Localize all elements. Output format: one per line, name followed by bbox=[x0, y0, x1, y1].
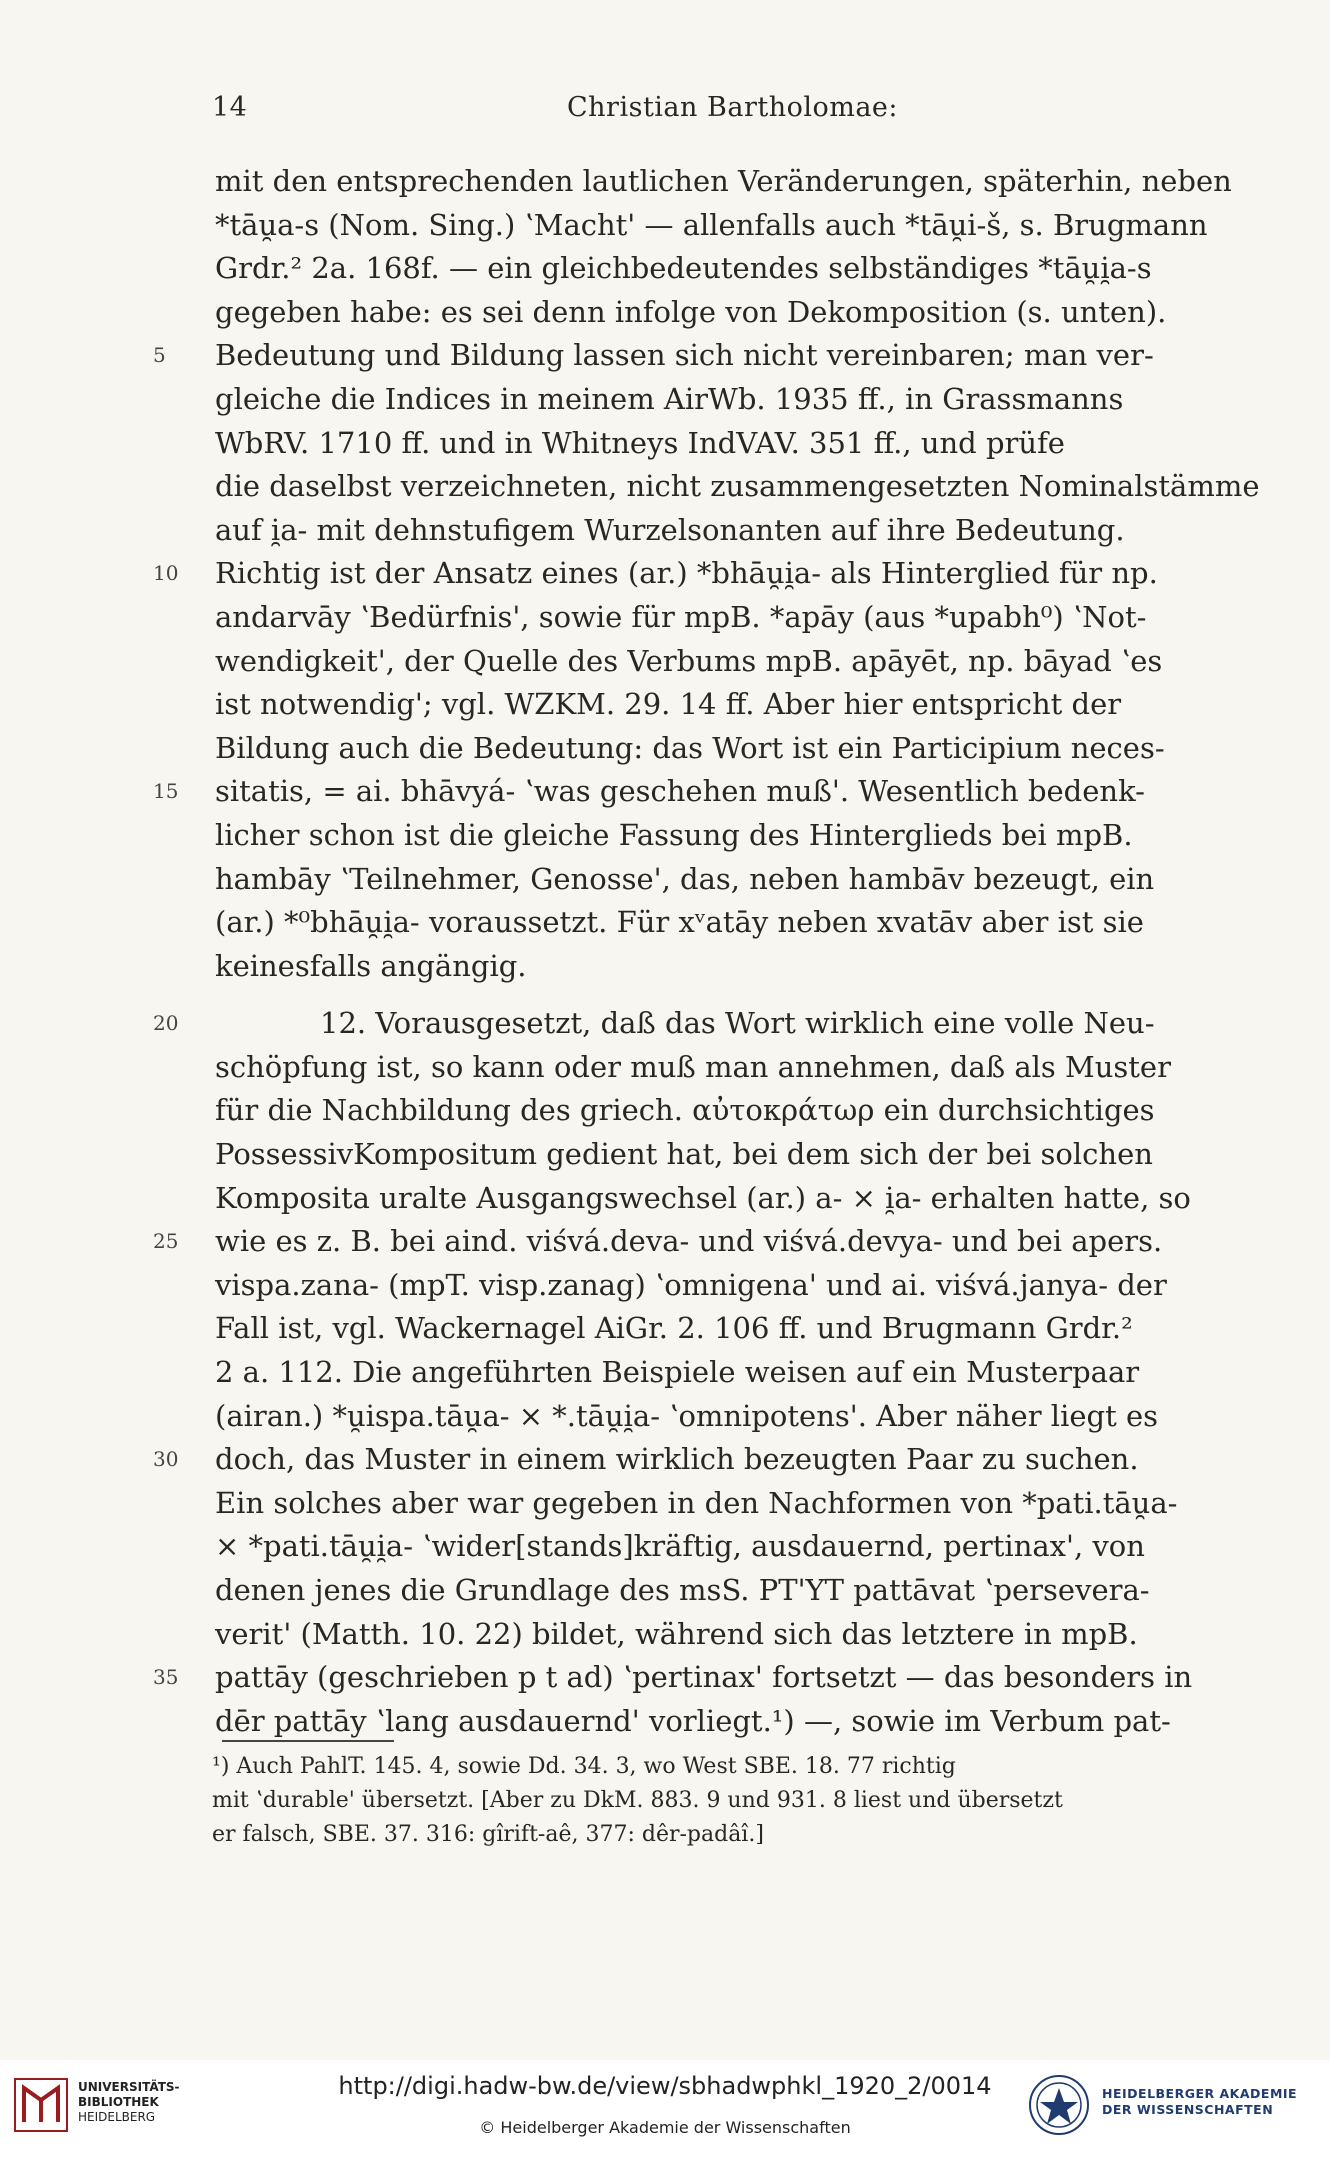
text-line: für die Nachbildung des griech. αὐτοκράτωρ ein durchsichtiges bbox=[215, 1093, 1155, 1128]
library-line: HEIDELBERG bbox=[78, 2110, 156, 2124]
text-line: Fall ist, vgl. Wackernagel AiGr. 2. 106 ff. und Brugmann Grdr.² bbox=[215, 1311, 1133, 1346]
text-line: (ar.) *⁰bhāu̯i̯a- voraussetzt. Für xᵛatāy neben xvatāv aber ist sie bbox=[215, 905, 1144, 940]
text-line: wendigkeit', der Quelle des Verbums mpB. apāyēt, np. bāyad ʽes bbox=[215, 643, 1163, 678]
line-number: 10 bbox=[153, 561, 179, 586]
line-number: 25 bbox=[153, 1229, 179, 1254]
text-line: schöpfung ist, so kann oder muß man annehmen, daß als Muster bbox=[215, 1049, 1171, 1084]
line-number: 15 bbox=[153, 779, 179, 804]
library-line: BIBLIOTHEK bbox=[78, 2095, 159, 2109]
text-line: gegeben habe: es sei denn infolge von Dekomposition (s. unten). bbox=[215, 294, 1167, 329]
line-number: 30 bbox=[153, 1447, 179, 1472]
text-line: Bildung auch die Bedeutung: das Wort ist ein Participium neces- bbox=[215, 730, 1165, 765]
footnote-line: mit ʽdurable' übersetzt. [Aber zu DkM. 883. 9 und 931. 8 liest und übersetzt bbox=[212, 1788, 1063, 1813]
line-number: 5 bbox=[153, 343, 166, 368]
text-line: Ein solches aber war gegeben in den Nachformen von *pati.tāu̯a- bbox=[215, 1485, 1178, 1520]
text-line: vispa.zana- (mpT. visp.zanag) ʽomnigena' und ai. viśvá.janya- der bbox=[215, 1267, 1167, 1302]
footnote-line: ¹) Auch PahlT. 145. 4, sowie Dd. 34. 3, wo West SBE. 18. 77 richtig bbox=[212, 1754, 956, 1779]
text-line: die daselbst verzeichneten, nicht zusammengesetzten Nominalstämme bbox=[215, 469, 1260, 504]
page-number: 14 bbox=[212, 92, 248, 123]
text-line-15 bbox=[153, 770, 1218, 814]
text-line: × *pati.tāu̯i̯a- ʽwider[stands]kräftig, ausdauernd, pertinax', von bbox=[215, 1529, 1145, 1564]
text-line-5 bbox=[153, 334, 1218, 378]
line-number: 20 bbox=[153, 1011, 179, 1036]
section-12-start: 12. Vorausgesetzt, daß das Wort wirklich eine volle Neu- bbox=[320, 1006, 1155, 1041]
academy-seal-icon bbox=[1028, 2074, 1090, 2136]
text-line: ist notwendig'; vgl. WZKM. 29. 14 ff. Aber hier entspricht der bbox=[215, 687, 1122, 722]
footnotes bbox=[212, 1750, 1222, 1852]
line-number: 35 bbox=[153, 1665, 179, 1690]
library-line: UNIVERSITÄTS- bbox=[78, 2080, 180, 2094]
text-line-content: pattāy (geschrieben p t ad) ʽpertinax' fortsetzt — das besonders in bbox=[215, 1660, 1193, 1695]
footnote-rule bbox=[222, 1740, 394, 1742]
text-line: hambāy ʽTeilnehmer, Genosse', das, neben hambāv bezeugt, ein bbox=[215, 861, 1155, 896]
text-line: gleiche die Indices in meinem AirWb. 1935 ff., in Grassmanns bbox=[215, 381, 1124, 416]
text-line-content: wie es z. B. bei aind. viśvá.deva- und viśvá.devya- und bei apers. bbox=[215, 1224, 1163, 1259]
digitization-footer bbox=[0, 2060, 1330, 2159]
text-line-35 bbox=[153, 1656, 1218, 1700]
running-title: Christian Bartholomae: bbox=[567, 92, 899, 123]
academy-name bbox=[1102, 2086, 1297, 2118]
text-line: 2 a. 112. Die angeführten Beispiele weisen auf ein Musterpaar bbox=[215, 1355, 1140, 1390]
text-line: WbRV. 1710 ff. und in Whitneys IndVAV. 351 ff., und prüfe bbox=[215, 425, 1065, 460]
text-line: mit den entsprechenden lautlichen Veränderungen, späterhin, neben bbox=[215, 164, 1232, 198]
text-line-30 bbox=[153, 1438, 1218, 1482]
text-line: denen jenes die Grundlage des msS. PT'YT pattāvat ʽpersevera- bbox=[215, 1573, 1150, 1607]
body-text bbox=[153, 160, 1260, 1743]
text-line-25 bbox=[153, 1220, 1218, 1264]
footnote-line: er falsch, SBE. 37. 316: gîrift-aê, 377: dêr-padâî.] bbox=[212, 1822, 764, 1847]
text-line: auf i̯a- mit dehnstufigem Wurzelsonanten auf ihre Bedeutung. bbox=[215, 512, 1125, 547]
text-line: keinesfalls angängig. bbox=[215, 948, 527, 983]
text-line: licher schon ist die gleiche Fassung des Hinterglieds bei mpB. bbox=[215, 817, 1133, 852]
permalink-url[interactable]: http://digi.hadw-bw.de/view/sbhadwphkl_1920_2/0014 bbox=[338, 2072, 992, 2100]
text-line: verit' (Matth. 10. 22) bildet, während sich das letztere in mpB. bbox=[215, 1616, 1138, 1651]
text-line-content: Bedeutung und Bildung lassen sich nicht vereinbaren; man ver- bbox=[215, 338, 1154, 373]
text-line: Grdr.² 2a. 168f. — ein gleichbedeutendes selbständiges *tāu̯i̯a-s bbox=[215, 251, 1152, 286]
copyright-notice: © Heidelberger Akademie der Wissenschaften bbox=[479, 2118, 851, 2137]
text-line: (airan.) *u̯ispa.tāu̯a- × *.tāu̯i̯a- ʽomnipotens'. Aber näher liegt es bbox=[215, 1398, 1158, 1433]
text-line-20 bbox=[153, 1002, 1218, 1046]
text-line-content: sitatis, = ai. bhāvyá- ʽwas geschehen muß'. Wesentlich bedenk- bbox=[215, 774, 1145, 809]
text-line: *tāu̯a-s (Nom. Sing.) ʽMacht' — allenfalls auch *tāu̯i-š, s. Brugmann bbox=[215, 207, 1208, 242]
text-line-content: Richtig ist der Ansatz eines (ar.) *bhāu̯i̯a- als Hinterglied für np. bbox=[215, 556, 1158, 591]
academy-line: HEIDELBERGER AKADEMIE bbox=[1102, 2086, 1298, 2101]
text-line-content: doch, das Muster in einem wirklich bezeugten Paar zu suchen. bbox=[215, 1442, 1139, 1477]
academy-line: DER WISSENSCHAFTEN bbox=[1102, 2102, 1274, 2117]
text-line: andarvāy ʽBedürfnis', sowie für mpB. *apāy (aus *upabh⁰) ʽNot- bbox=[215, 599, 1147, 634]
text-line: PossessivKompositum gedient hat, bei dem sich der bei solchen bbox=[215, 1137, 1153, 1172]
text-line: dēr pattāy ʽlang ausdauernd' vorliegt.¹) —, sowie im Verbum pat- bbox=[215, 1703, 1171, 1738]
text-line: Komposita uralte Ausgangswechsel (ar.) a- × i̯a- erhalten hatte, so bbox=[215, 1180, 1191, 1215]
text-line-10 bbox=[153, 552, 1218, 596]
